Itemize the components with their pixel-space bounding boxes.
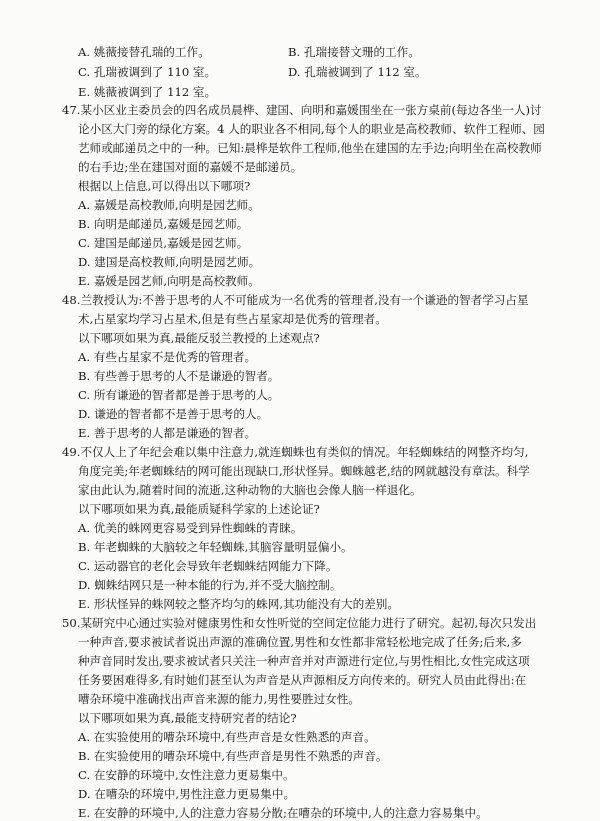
q50-option: A. 在实验使用的嘈杂环境中,有些声音是女性熟悉的声音。 bbox=[78, 730, 376, 744]
q47-stem-line: 论小区大门旁的绿化方案。4 人的职业各不相同,每个人的职业是高校教师、软件工程师、园 bbox=[78, 122, 545, 136]
q46-option-d: D. 孔瑞被调到了 112 室。 bbox=[288, 65, 427, 79]
q50-option: E. 在安静的环境中,人的注意力容易分散;在嘈杂的环境中,人的注意力容易集中。 bbox=[78, 806, 488, 820]
q48-prompt: 以下哪项如果为真,最能反驳兰教授的上述观点? bbox=[78, 331, 320, 345]
q46-option-a: A. 姚薇接替孔瑞的工作。 bbox=[78, 45, 210, 59]
q46-option-row-2 bbox=[78, 64, 558, 80]
q50-stem-line: 种声音同时发出,要求被试者只关注一种声音并对声源进行定位,与男性相比,女性完成这项 bbox=[78, 654, 530, 668]
q50-stem-line: 50.某研究中心通过实验对健康男性和女性听觉的空间定位能力进行了研究。起初,每次只发出 bbox=[62, 616, 537, 630]
q47-option: A. 嘉媛是高校教师,向明是园艺师。 bbox=[78, 198, 260, 212]
q48-option: E. 善于思考的人都是谦逊的智者。 bbox=[78, 426, 257, 440]
q48-option: C. 所有谦逊的智者都是善于思考的人。 bbox=[78, 388, 280, 402]
q49-stem-line: 家由此认为,随着时间的流逝,这种动物的大脑也会像人脑一样退化。 bbox=[78, 483, 422, 497]
q50-prompt: 以下哪项如果为真,最能支持研究者的结论? bbox=[78, 711, 297, 725]
q47-stem-line: 47.某小区业主委员会的四名成员晨桦、建国、向明和嘉媛围坐在一张方桌前(每边各坐一人)讨 bbox=[62, 103, 542, 117]
q47-option: E. 嘉媛是园艺师,向明是高校教师。 bbox=[78, 274, 260, 288]
q49-prompt: 以下哪项如果为真,最能质疑科学家的上述论证? bbox=[78, 502, 320, 516]
q50-stem-line: 任务要困难得多,有时她们甚至认为声音是从声源相反方向传来的。研究人员由此得出:在 bbox=[78, 673, 527, 687]
q49-option: E. 形状怪异的蛛网较之整齐均匀的蛛网,其功能没有大的差别。 bbox=[78, 597, 399, 611]
q46-option-c: C. 孔瑞被调到了 110 室。 bbox=[78, 65, 217, 79]
q48-option: D. 谦逊的智者都不是善于思考的人。 bbox=[78, 407, 269, 421]
q46-option-b: B. 孔瑞接替文珊的工作。 bbox=[288, 45, 420, 59]
q46-option-row-1 bbox=[78, 44, 558, 60]
q48-stem-line: 48.兰教授认为:不善于思考的人不可能成为一名优秀的管理者,没有一个谦逊的智者学习占星 bbox=[62, 293, 529, 307]
q48-option: A. 有些占星家不是优秀的管理者。 bbox=[78, 350, 257, 364]
q49-stem-line: 49.不仅人上了年纪会难以集中注意力,就连蜘蛛也有类似的情况。年轻蜘蛛结的网整齐均匀, bbox=[62, 445, 529, 459]
q50-stem-line: 一种声音,要求被试者说出声源的准确位置,男性和女性都非常轻松地完成了任务;后来,多 bbox=[78, 635, 522, 649]
q49-option: C. 运动器官的老化会导致年老蜘蛛结网能力下降。 bbox=[78, 559, 338, 573]
q50-option: D. 在嘈杂的环境中,男性注意力更易集中。 bbox=[78, 787, 296, 801]
q48-option: B. 有些善于思考的人不是谦逊的智者。 bbox=[78, 369, 280, 383]
q50-option: B. 在实验使用的嘈杂环境中,有些声音是男性不熟悉的声音。 bbox=[78, 749, 388, 763]
q49-option: D. 蜘蛛结网只是一种本能的行为,并不受大脑控制。 bbox=[78, 578, 342, 592]
q49-stem-line: 角度完美;年老蜘蛛结的网可能出现缺口,形状怪异。蜘蛛越老,结的网就越没有章法。科学 bbox=[78, 464, 530, 478]
q49-option: A. 优美的蛛网更容易受到异性蜘蛛的青睐。 bbox=[78, 521, 303, 535]
q47-option: C. 建国是邮递员,嘉媛是园艺师。 bbox=[78, 236, 249, 250]
q49-option: B. 年老蜘蛛的大脑较之年轻蜘蛛,其脑容量明显偏小。 bbox=[78, 540, 353, 554]
q46-option-e: E. 姚薇被调到了 112 室。 bbox=[78, 85, 217, 99]
q47-prompt: 根据以上信息,可以得出以下哪项? bbox=[78, 179, 251, 193]
q47-stem-line: 艺师或邮递员之中的一种。已知:晨桦是软件工程师,他坐在建国的左手边;向明坐在高校教师 bbox=[78, 141, 542, 155]
q47-option: B. 向明是邮递员,嘉媛是园艺师。 bbox=[78, 217, 249, 231]
q50-option: C. 在安静的环境中,女性注意力更易集中。 bbox=[78, 768, 295, 782]
q50-stem-line: 嘈杂环境中准确找出声音来源的能力,男性要胜过女性。 bbox=[78, 692, 360, 706]
q47-option: D. 建国是高校教师,向明是园艺师。 bbox=[78, 255, 261, 269]
q48-stem-line: 术,占星家均学习占星术,但是有些占星家却是优秀的管理者。 bbox=[78, 312, 387, 326]
q47-stem-line: 的右手边;坐在建国对面的嘉媛不是邮递员。 bbox=[78, 160, 303, 174]
